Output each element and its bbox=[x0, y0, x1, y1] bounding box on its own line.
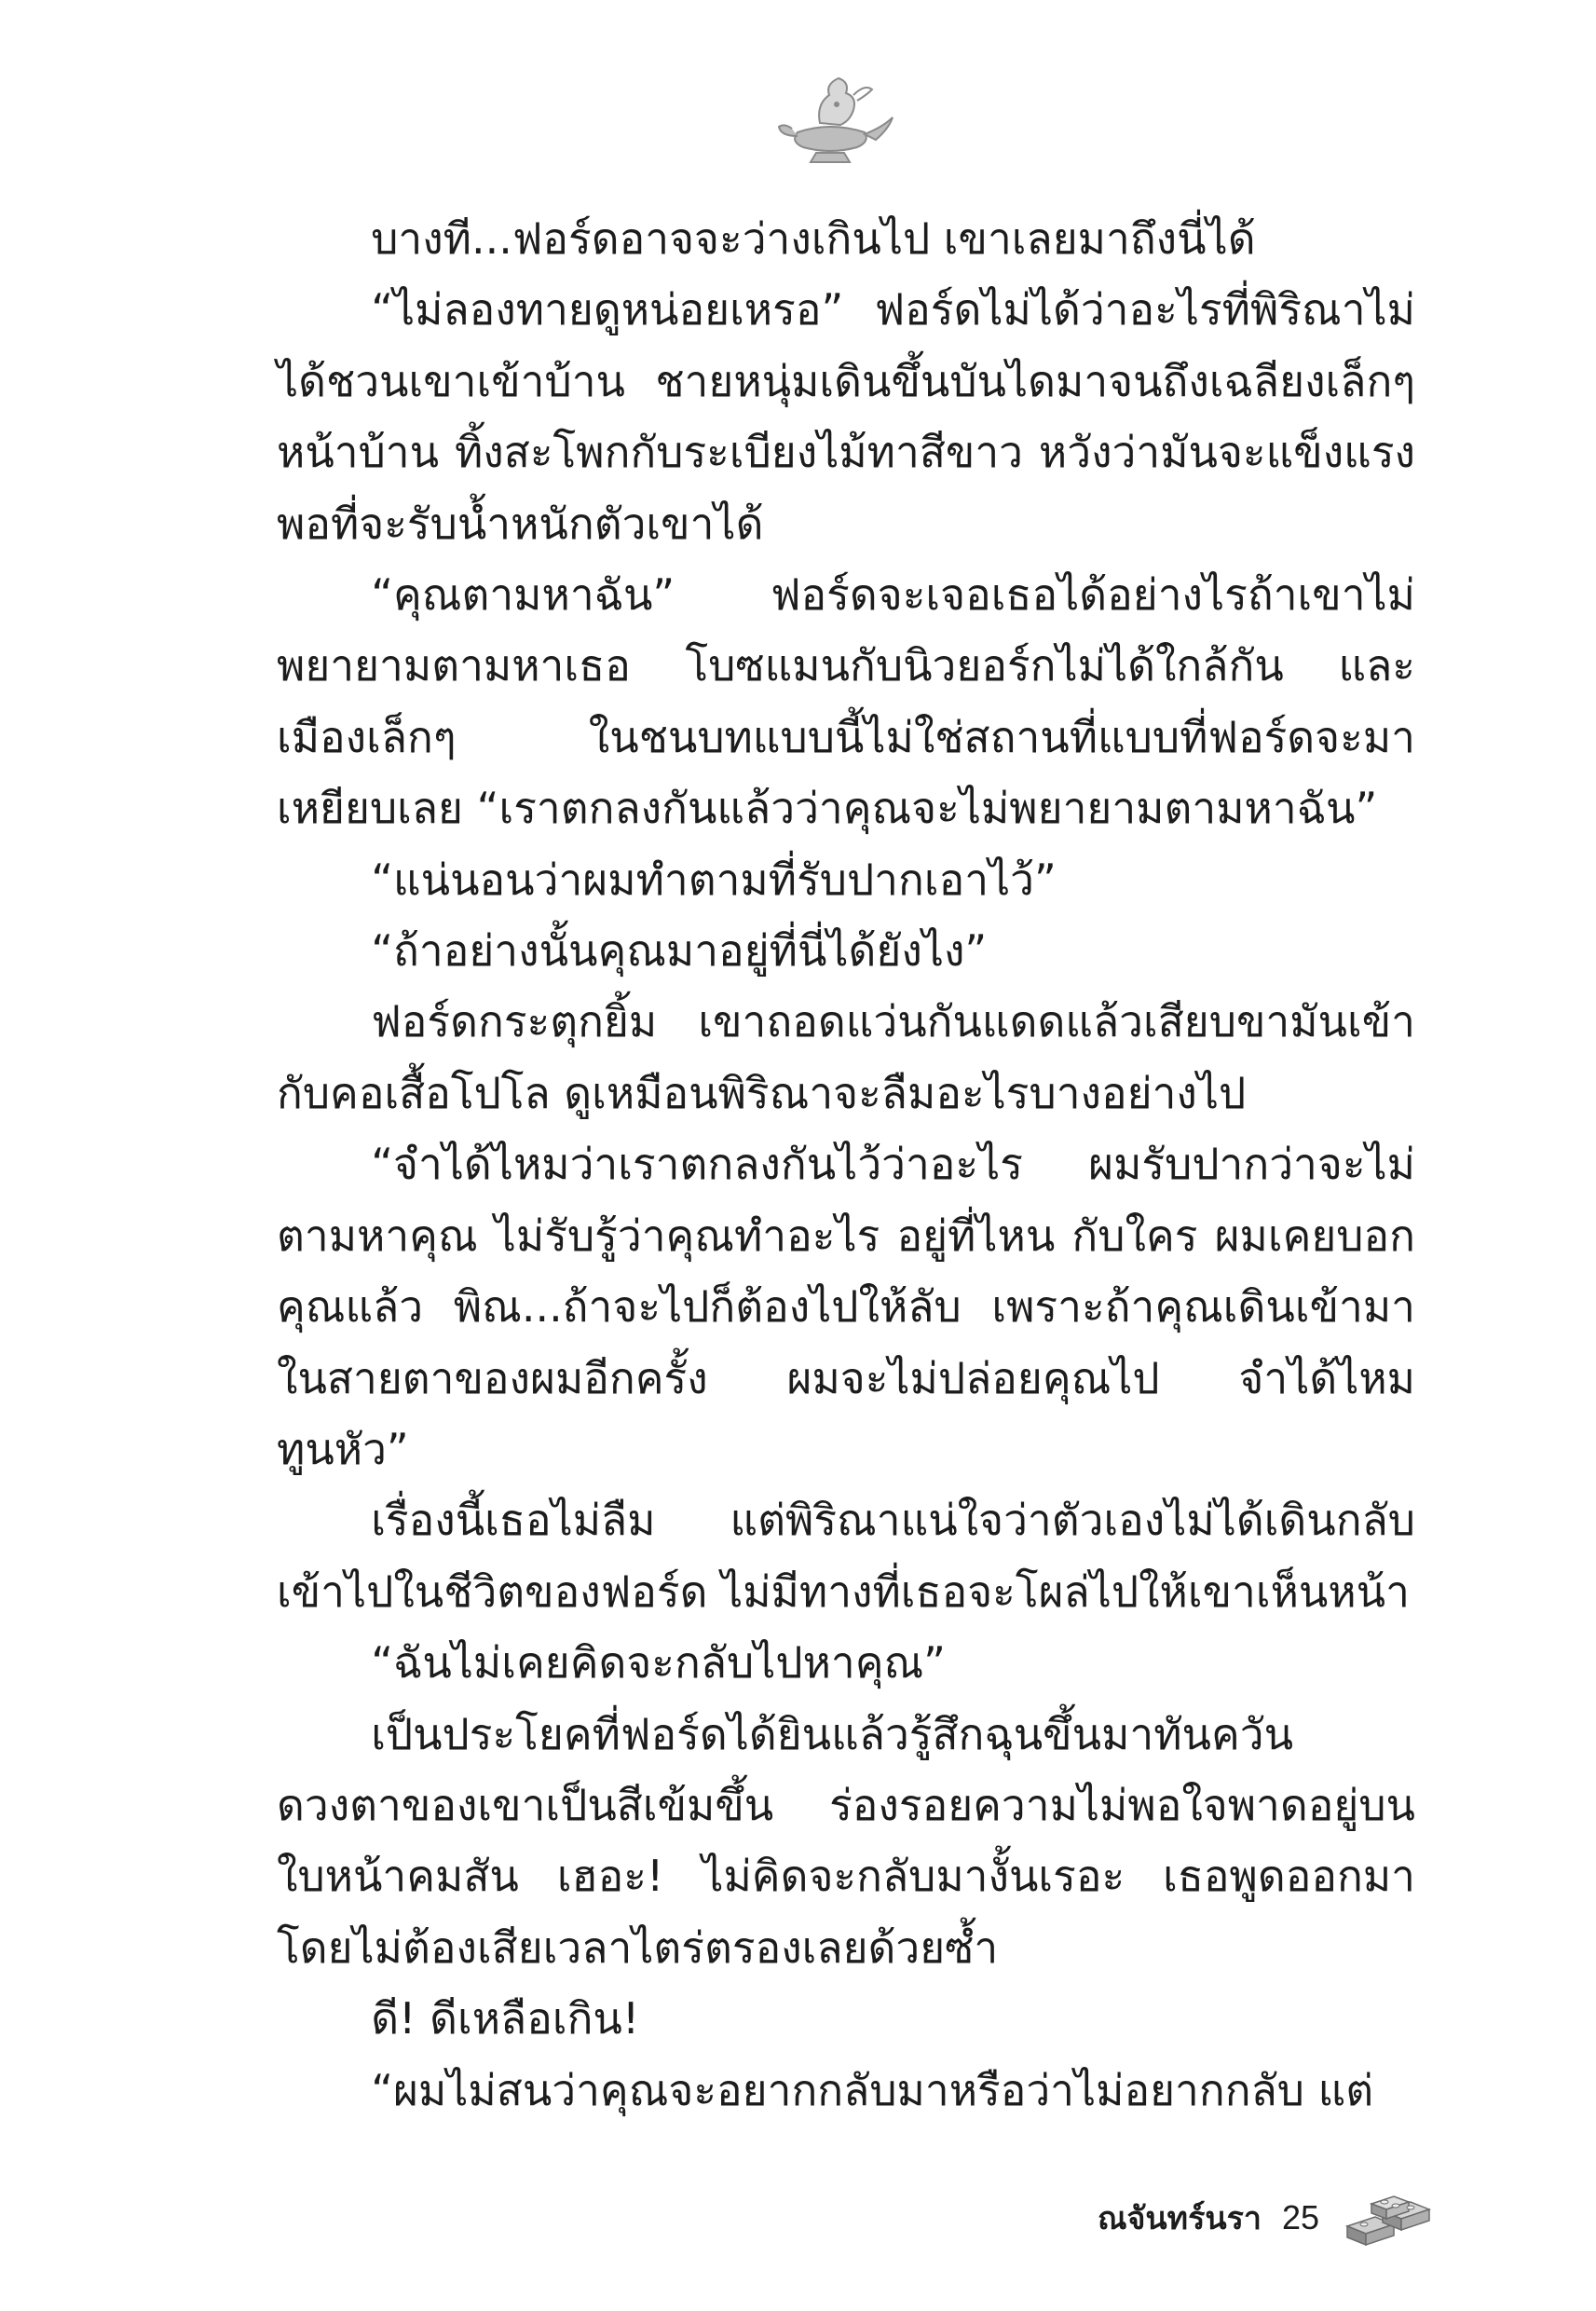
paragraph: “จำได้ไหมว่าเราตกลงกันไว้ว่าอะไร ผมรับปากว่าจะไม่ตามหาคุณ ไม่รับรู้ว่าคุณทำอะไร อยู่ที่ไหน กับใคร ผมเคยบอกคุณแล้ว พิณ...ถ้าจะไปก็ต้องไปให้ลับ เพราะถ้าคุณเดินเข้ามาในสายตาของผมอีกครั้ง ผมจะไม่ปล่อยคุณไป จำได้ไหมทูนหัว” bbox=[277, 1139, 1415, 1474]
paragraph: “คุณตามหาฉัน” ฟอร์ดจะเจอเธอได้อย่างไรถ้าเขาไม่พยายามตามหาเธอ โบซแมนกับนิวยอร์กไม่ได้ใกล้กัน และเมืองเล็กๆ ในชนบทแบบนี้ไม่ใช่สถานที่แบบที่ฟอร์ดจะมาเหยียบเลย “เราตกลงกันแล้วว่าคุณจะไม่พยายามตามหาฉัน” bbox=[277, 569, 1415, 834]
book-title: ณจันทร์นรา bbox=[1097, 2200, 1262, 2237]
genie-lamp-icon bbox=[760, 67, 900, 170]
paragraph: ดี! ดีเหลือเกิน! bbox=[371, 1993, 640, 2044]
bricks-icon bbox=[1340, 2185, 1442, 2250]
paragraph: เป็นประโยคที่ฟอร์ดได้ยินแล้วรู้สึกฉุนขึ้นมาทันควัน ดวงตาของเขาเป็นสีเข้มขึ้น ร่องรอยความไม่พอใจพาดอยู่บนใบหน้าคมสัน เฮอะ! ไม่คิดจะกลับมางั้นเรอะ เธอพูดออกมาโดยไม่ต้องเสียเวลาไตร่ตรองเลยด้วยซ้ำ bbox=[277, 1708, 1415, 1973]
paragraph: “ฉันไม่เคยคิดจะกลับไปหาคุณ” bbox=[371, 1637, 947, 1689]
paragraph: “ไม่ลองทายดูหน่อยเหรอ” ฟอร์ดไม่ได้ว่าอะไรที่พิริณาไม่ได้ชวนเขาเข้าบ้าน ชายหนุ่มเดินขึ้นบันไดมาจนถึงเฉลียงเล็กๆ หน้าบ้าน ทิ้งสะโพกกับระเบียงไม้ทาสีขาว หวังว่ามันจะแข็งแรงพอที่จะรับน้ำหนักตัวเขาได้ bbox=[277, 284, 1415, 549]
paragraph: เรื่องนี้เธอไม่ลืม แต่พิริณาแน่ใจว่าตัวเองไม่ได้เดินกลับเข้าไปในชีวิตของฟอร์ด ไม่มีทางที่เธอจะโผล่ไปให้เขาเห็นหน้า bbox=[277, 1495, 1415, 1617]
page-footer bbox=[1098, 2181, 1442, 2255]
page-number: 25 bbox=[1281, 2198, 1319, 2236]
paragraph: “ถ้าอย่างนั้นคุณมาอยู่ที่นี่ได้ยังไง” bbox=[371, 925, 988, 977]
paragraph: ฟอร์ดกระตุกยิ้ม เขาถอดแว่นกันแดดแล้วเสียบขามันเข้ากับคอเสื้อโปโล ดูเหมือนพิริณาจะลืมอะไรบางอย่างไป bbox=[277, 996, 1415, 1118]
paragraph: “ผมไม่สนว่าคุณจะอยากกลับมาหรือว่าไม่อยากกลับ แต่ bbox=[371, 2064, 1374, 2115]
paragraph: บางที...ฟอร์ดอาจจะว่างเกินไป เขาเลยมาถึงนี่ได้ bbox=[371, 213, 1256, 264]
paragraph: “แน่นอนว่าผมทำตามที่รับปากเอาไว้” bbox=[371, 854, 1057, 905]
body-text bbox=[277, 203, 1415, 2126]
